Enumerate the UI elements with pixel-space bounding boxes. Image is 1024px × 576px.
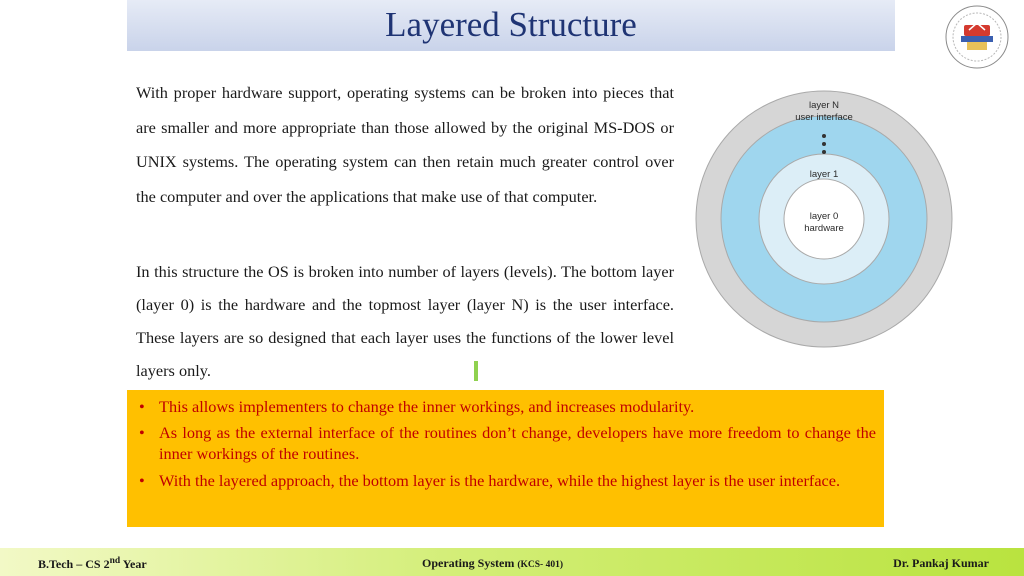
footer-subject-name: Operating System (422, 556, 518, 570)
layered-os-diagram (692, 84, 956, 354)
footer-course-suffix: Year (120, 557, 147, 571)
ellipsis-dot-2 (822, 142, 826, 146)
slide-title: Layered Structure (385, 5, 637, 44)
middle-label: layer 1 (809, 169, 839, 180)
footer-course-prefix: B.Tech – CS 2 (38, 557, 110, 571)
footer-author: Dr. Pankaj Kumar (893, 556, 989, 570)
footer-course (38, 556, 147, 572)
inner-label-line2: hardware (804, 223, 844, 234)
footer-bar (0, 548, 1024, 576)
ellipsis-dot-1 (822, 134, 826, 138)
bullet-dot-icon: • (139, 471, 145, 490)
key-point-text: With the layered approach, the bottom layer is the hardware, while the highest layer is the user interface. (159, 471, 841, 490)
intro-paragraph: With proper hardware support, operating systems can be broken into pieces that are smaller and more appropriate than those allowed by the original MS-DOS or UNIX systems. The operating system can then retain much greater control over the computer and over the applications that make use of that computer. (136, 83, 674, 206)
layers-paragraph: In this structure the OS is broken into number of layers (levels). The bottom layer (layer 0) is the hardware and the topmost layer (layer N) is the user interface. These layers are so designed that each layer uses the functions of the lower level layers only. (136, 262, 674, 380)
text-cursor-marker (474, 361, 478, 381)
key-point-1 (139, 396, 876, 417)
footer-subject-code: (KCS- 401) (517, 560, 563, 570)
footer-subject (422, 556, 563, 571)
bullet-dot-icon: • (139, 423, 145, 442)
key-point-2 (139, 422, 876, 464)
institution-logo (936, 4, 1018, 70)
key-points-box (127, 390, 884, 527)
outer-label-line2: user interface (795, 112, 853, 123)
footer-course-sup: nd (109, 556, 121, 566)
key-point-text: This allows implementers to change the inner workings, and increases modularity. (159, 397, 695, 416)
key-point-3 (139, 470, 876, 491)
outer-label-line1: layer N (808, 100, 840, 111)
key-point-text: As long as the external interface of the routines don’t change, developers have more freedom to change the inner workings of the routines. (159, 423, 876, 463)
key-points-list (127, 390, 884, 491)
bullet-dot-icon: • (139, 397, 145, 416)
ellipsis-dot-3 (822, 150, 826, 154)
inner-label-line1: layer 0 (809, 211, 839, 222)
title-bar (127, 0, 895, 51)
